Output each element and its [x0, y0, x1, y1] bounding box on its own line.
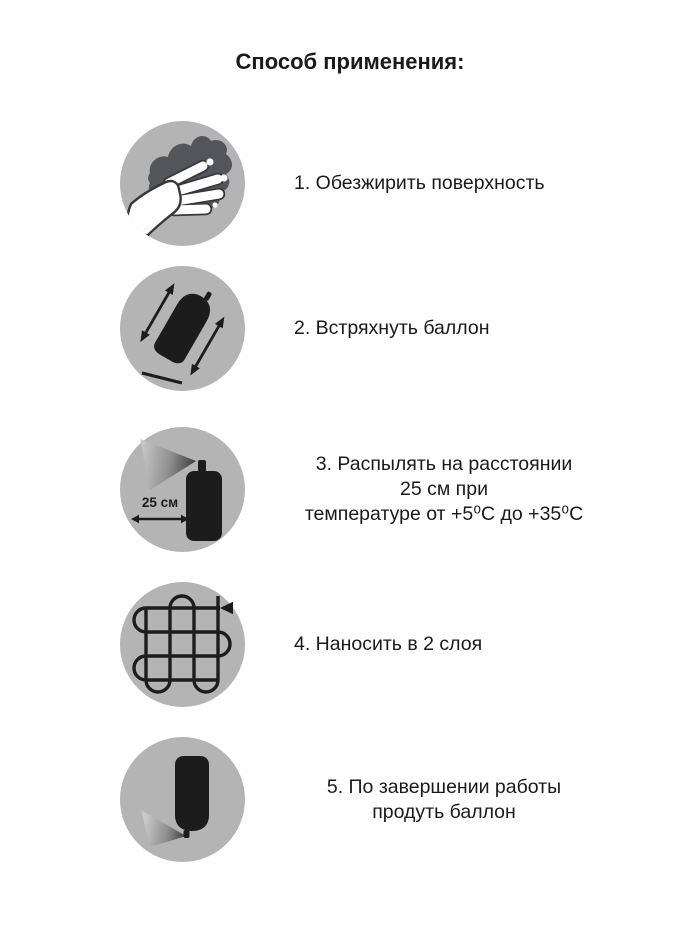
- shake-can-icon: [120, 266, 245, 391]
- spray-distance-icon: [120, 427, 245, 552]
- step-2-line: 2. Встряхнуть баллон: [294, 317, 490, 339]
- distance-label: 25 см: [141, 495, 179, 510]
- step-1-line: 1. Обезжирить поверхность: [294, 172, 545, 194]
- step-5-text: [294, 737, 594, 862]
- purge-can-icon: [120, 737, 245, 862]
- page-title: Способ применения:: [235, 49, 465, 74]
- step-3-line: 3. Распылять на расстоянии: [315, 453, 573, 475]
- step-2-text: [294, 266, 594, 391]
- step-5-line: продуть баллон: [372, 800, 516, 823]
- step-5-line: 5. По завершении работы: [326, 775, 562, 798]
- step-3-line: 25 см при: [400, 478, 488, 500]
- hand-wipe-icon: [120, 121, 245, 246]
- step-1-text: [294, 121, 594, 246]
- crosshatch-pass-icon: [120, 582, 245, 707]
- step-4-text: [294, 582, 594, 707]
- step-3-line: температуре от +5⁰С до +35⁰С: [304, 503, 584, 525]
- step-4-line: 4. Наносить в 2 слоя: [294, 633, 483, 655]
- step-3-text: [294, 427, 594, 552]
